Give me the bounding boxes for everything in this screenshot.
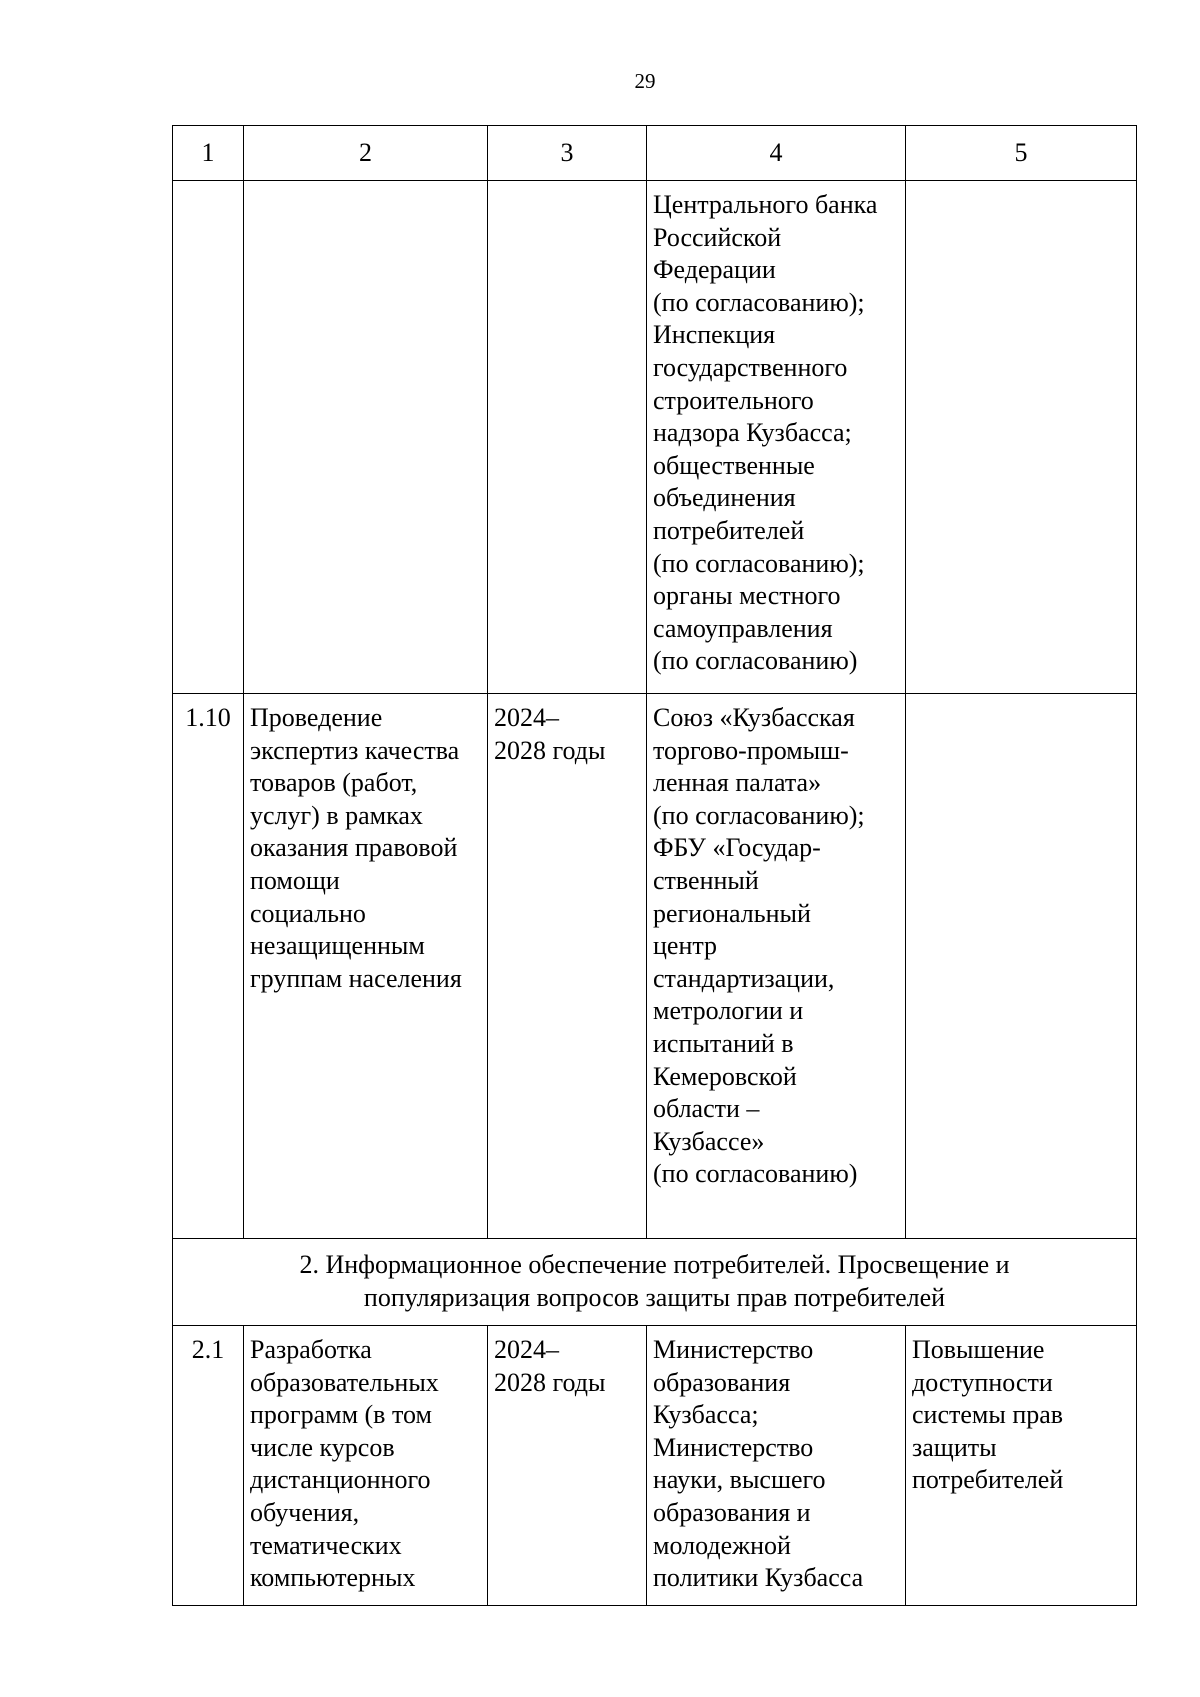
- cell-executors: Министерство образования Кузбасса; Министерство науки, высшего образования и молодежной политики Кузбасса: [647, 1326, 906, 1606]
- table-header-row: [173, 126, 1137, 181]
- table-row-continuation: [173, 181, 1137, 694]
- cell-number: 1.10: [173, 694, 244, 1239]
- cell-period: 2024– 2028 годы: [488, 694, 647, 1239]
- cell-number: 2.1: [173, 1326, 244, 1606]
- header-col-3: 3: [488, 126, 647, 181]
- cell-number: [173, 181, 244, 694]
- measures-table: [172, 125, 1137, 1606]
- cell-activity: Разработка образовательных программ (в том числе курсов дистанционного обучения, тематических компьютерных: [244, 1326, 488, 1606]
- cell-result: [906, 181, 1137, 694]
- cell-result: [906, 694, 1137, 1239]
- cell-executors: Союз «Кузбасская торгово-промыш- ленная палата» (по согласованию); ФБУ «Государ- ственный региональный центр стандартизации, метрологии и испытаний в Кемеровской области – Кузбассе» (по согласованию): [647, 694, 906, 1239]
- header-col-1: 1: [173, 126, 244, 181]
- section-heading-row: [173, 1239, 1137, 1326]
- table-row-1-10: [173, 694, 1137, 1239]
- header-col-2: 2: [244, 126, 488, 181]
- table-row-2-1: [173, 1326, 1137, 1606]
- cell-period: [488, 181, 647, 694]
- header-col-5: 5: [906, 126, 1137, 181]
- header-col-4: 4: [647, 126, 906, 181]
- cell-result: Повышение доступности системы прав защиты потребителей: [906, 1326, 1137, 1606]
- cell-activity: [244, 181, 488, 694]
- cell-executors: Центрального банка Российской Федерации (по согласованию); Инспекция государственного строительного надзора Кузбасса; общественные объединения потребителей (по согласованию); органы местного самоуправления (по согласованию): [647, 181, 906, 694]
- cell-activity: Проведение экспертиз качества товаров (работ, услуг) в рамках оказания правовой помощи социально незащищенным группам населения: [244, 694, 488, 1239]
- section-2-heading: 2. Информационное обеспечение потребителей. Просвещение и популяризация вопросов защиты прав потребителей: [173, 1239, 1137, 1326]
- cell-period: 2024– 2028 годы: [488, 1326, 647, 1606]
- page-number: 29: [634, 69, 656, 93]
